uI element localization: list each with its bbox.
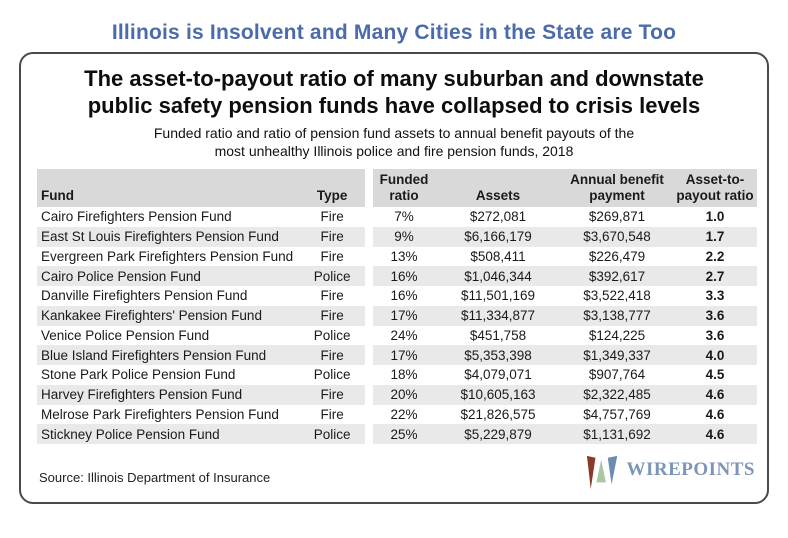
column-gap bbox=[365, 286, 373, 306]
column-gap bbox=[365, 207, 373, 227]
cell-fund: Cairo Police Pension Fund bbox=[41, 268, 201, 284]
col-header-annual-benefit: Annual benefit payment bbox=[570, 172, 664, 203]
card-title-line-1: The asset-to-payout ratio of many suburban and downstate bbox=[84, 66, 704, 91]
source-note: Source: Illinois Department of Insurance bbox=[39, 470, 271, 485]
cell-payout-ratio: 2.2 bbox=[705, 248, 725, 264]
cell-payout-ratio: 3.6 bbox=[705, 327, 725, 343]
cell-assets: $451,758 bbox=[469, 327, 527, 343]
table-row bbox=[37, 345, 757, 365]
cell-type: Police bbox=[313, 268, 351, 284]
cell-payout-ratio: 4.6 bbox=[705, 387, 725, 403]
cell-payout-ratio: 4.6 bbox=[705, 406, 725, 422]
cell-assets: $5,353,398 bbox=[464, 347, 532, 363]
cell-assets: $5,229,879 bbox=[464, 426, 532, 442]
cell-fund: Harvey Firefighters Pension Fund bbox=[41, 387, 243, 403]
cell-type: Fire bbox=[320, 387, 344, 403]
infographic-card bbox=[19, 52, 769, 504]
cell-fund: Cairo Firefighters Pension Fund bbox=[41, 209, 232, 225]
cell-assets: $1,046,344 bbox=[464, 268, 532, 284]
cell-assets: $11,501,169 bbox=[460, 288, 536, 304]
cell-funded-ratio: 25% bbox=[390, 426, 418, 442]
table-row bbox=[37, 286, 757, 306]
cell-funded-ratio: 16% bbox=[390, 288, 418, 304]
cell-payout-ratio: 1.7 bbox=[705, 229, 725, 245]
column-gap bbox=[365, 385, 373, 405]
cell-funded-ratio: 18% bbox=[390, 367, 418, 383]
column-gap bbox=[365, 169, 373, 207]
page-title: Illinois is Insolvent and Many Cities in the State are Too bbox=[111, 21, 677, 44]
cell-fund: Danville Firefighters Pension Fund bbox=[41, 288, 248, 304]
cell-annual-benefit: $3,138,777 bbox=[583, 308, 651, 324]
cell-payout-ratio: 1.0 bbox=[705, 209, 725, 225]
cell-fund: Kankakee Firefighters' Pension Fund bbox=[41, 308, 262, 324]
card-footer bbox=[31, 453, 757, 493]
cell-type: Fire bbox=[320, 248, 344, 264]
cell-type: Fire bbox=[320, 229, 344, 245]
table-body bbox=[37, 207, 757, 444]
col-header-assets: Assets bbox=[475, 188, 521, 203]
column-gap bbox=[365, 227, 373, 247]
table-header-row bbox=[37, 169, 757, 207]
wirepoints-wordmark: WIREPOINTS bbox=[626, 459, 755, 480]
cell-assets: $4,079,071 bbox=[464, 367, 532, 383]
card-subtitle-line-1: Funded ratio and ratio of pension fund assets to annual benefit payouts of the bbox=[153, 125, 635, 141]
table-row bbox=[37, 385, 757, 405]
cell-type: Fire bbox=[320, 406, 344, 422]
cell-funded-ratio: 20% bbox=[390, 387, 418, 403]
cell-payout-ratio: 3.3 bbox=[705, 288, 725, 304]
column-gap bbox=[365, 326, 373, 346]
cell-annual-benefit: $124,225 bbox=[588, 327, 646, 343]
table-row bbox=[37, 405, 757, 425]
table-row bbox=[37, 326, 757, 346]
col-header-funded-ratio: Funded ratio bbox=[379, 172, 429, 203]
cell-assets: $6,166,179 bbox=[464, 229, 532, 245]
cell-fund: Blue Island Firefighters Pension Fund bbox=[41, 347, 267, 363]
cell-fund: Stone Park Police Pension Fund bbox=[41, 367, 236, 383]
card-title bbox=[31, 65, 757, 119]
cell-annual-benefit: $4,757,769 bbox=[583, 406, 651, 422]
cell-assets: $508,411 bbox=[470, 248, 526, 264]
cell-funded-ratio: 13% bbox=[390, 248, 418, 264]
cell-type: Fire bbox=[320, 288, 344, 304]
cell-annual-benefit: $907,764 bbox=[588, 367, 646, 383]
cell-payout-ratio: 4.6 bbox=[705, 426, 725, 442]
cell-annual-benefit: $269,871 bbox=[588, 209, 646, 225]
cell-payout-ratio: 2.7 bbox=[705, 268, 725, 284]
cell-assets: $11,334,877 bbox=[460, 308, 536, 324]
cell-funded-ratio: 16% bbox=[390, 268, 418, 284]
cell-type: Fire bbox=[320, 308, 344, 324]
column-gap bbox=[365, 306, 373, 326]
cell-payout-ratio: 4.5 bbox=[705, 367, 725, 383]
column-gap bbox=[365, 247, 373, 267]
cell-type: Police bbox=[313, 367, 351, 383]
cell-annual-benefit: $3,522,418 bbox=[583, 288, 651, 304]
table-row bbox=[37, 365, 757, 385]
cell-annual-benefit: $3,670,548 bbox=[583, 229, 651, 245]
card-subtitle-line-2: most unhealthy Illinois police and fire pension funds, 2018 bbox=[214, 143, 574, 159]
cell-annual-benefit: $226,479 bbox=[588, 248, 646, 264]
table-row bbox=[37, 227, 757, 247]
cell-assets: $10,605,163 bbox=[460, 387, 536, 403]
cell-funded-ratio: 24% bbox=[390, 327, 418, 343]
table-row bbox=[37, 207, 757, 227]
card-title-line-2: public safety pension funds have collapsed to crisis levels bbox=[87, 93, 701, 118]
col-header-type: Type bbox=[316, 188, 348, 203]
cell-payout-ratio: 3.6 bbox=[705, 308, 725, 324]
table-row bbox=[37, 266, 757, 286]
column-gap bbox=[365, 424, 373, 444]
cell-funded-ratio: 17% bbox=[390, 308, 418, 324]
card-subtitle bbox=[31, 124, 757, 160]
cell-payout-ratio: 4.0 bbox=[705, 347, 725, 363]
cell-fund: Venice Police Pension Fund bbox=[41, 327, 210, 343]
cell-assets: $272,081 bbox=[469, 209, 527, 225]
cell-annual-benefit: $1,131,692 bbox=[583, 426, 651, 442]
cell-funded-ratio: 7% bbox=[394, 209, 414, 225]
cell-funded-ratio: 22% bbox=[390, 406, 418, 422]
cell-fund: Evergreen Park Firefighters Pension Fund bbox=[41, 248, 294, 264]
table-row bbox=[37, 247, 757, 267]
table-row bbox=[37, 424, 757, 444]
cell-type: Police bbox=[313, 327, 351, 343]
cell-assets: $21,826,575 bbox=[460, 406, 536, 422]
pension-table bbox=[37, 169, 757, 444]
wirepoints-logo bbox=[586, 453, 755, 491]
column-gap bbox=[365, 405, 373, 425]
col-header-payout-ratio: Asset-to- payout ratio bbox=[676, 172, 754, 203]
cell-fund: East St Louis Firefighters Pension Fund bbox=[41, 229, 279, 245]
cell-fund: Stickney Police Pension Fund bbox=[41, 426, 220, 442]
cell-type: Fire bbox=[320, 209, 344, 225]
cell-funded-ratio: 9% bbox=[394, 229, 414, 245]
cell-fund: Melrose Park Firefighters Pension Fund bbox=[41, 406, 279, 422]
column-gap bbox=[365, 365, 373, 385]
cell-type: Police bbox=[313, 426, 351, 442]
cell-annual-benefit: $1,349,337 bbox=[583, 347, 651, 363]
cell-annual-benefit: $392,617 bbox=[588, 268, 646, 284]
wirepoints-logo-mark-icon bbox=[586, 453, 622, 491]
cell-annual-benefit: $2,322,485 bbox=[583, 387, 651, 403]
col-header-fund: Fund bbox=[41, 188, 74, 203]
cell-funded-ratio: 17% bbox=[390, 347, 418, 363]
column-gap bbox=[365, 266, 373, 286]
cell-type: Fire bbox=[320, 347, 344, 363]
table-row bbox=[37, 306, 757, 326]
column-gap bbox=[365, 345, 373, 365]
